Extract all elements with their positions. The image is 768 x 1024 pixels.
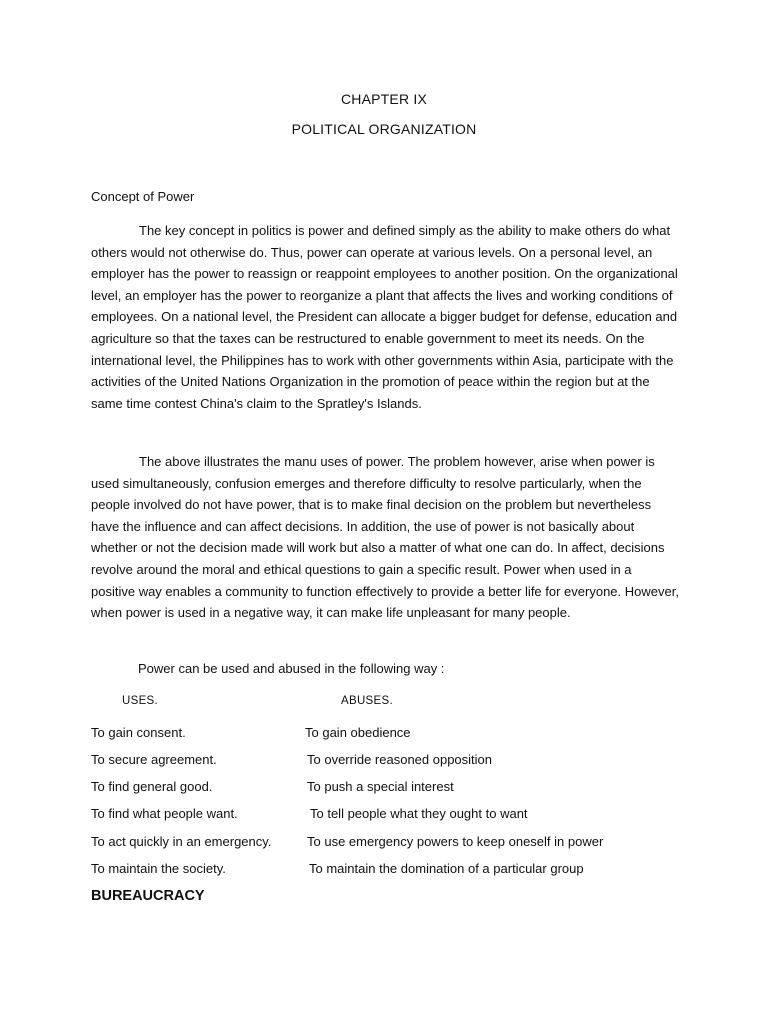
abuse-item: To push a special interest (307, 779, 454, 794)
abuses-column-header: ABUSES. (341, 695, 393, 707)
bureaucracy-heading: BUREAUCRACY (91, 888, 205, 904)
section-heading: Concept of Power (91, 189, 195, 204)
use-item: To find what people want. (91, 806, 238, 821)
abuse-item: To gain obedience (305, 725, 411, 740)
use-item: To gain consent. (91, 725, 186, 740)
abuse-item: To use emergency powers to keep oneself in power (307, 834, 604, 849)
chapter-title: POLITICAL ORGANIZATION (291, 121, 477, 137)
paragraph-text: The key concept in politics is power and defined simply as the ability to make others do what others would not otherwise do. Thus, power can operate at various levels. On a personal level, an employer has the power to reassign or reappoint employees to another position. On the organizational level, an employer has the power to reorganize a plant that affects the lives and working conditions of employees. On a national level, the President can allocate a bigger budget for defense, education and agriculture so that the taxes can be restructured to enable government to meet its needs. On the international level, the Philippines has to work with other governments within Asia, participate with the activities of the United Nations Organization in the promotion of peace within the region but at the same time contest China's claim to the Spratley's Islands. (91, 223, 678, 411)
uses-abuses-intro: Power can be used and abused in the following way : (138, 661, 445, 676)
uses-abuses-row (0, 861, 768, 881)
uses-abuses-row (0, 725, 768, 745)
abuse-item: To maintain the domination of a particular group (309, 861, 584, 876)
chapter-number: CHAPTER IX (340, 91, 427, 107)
uses-abuses-row (0, 779, 768, 799)
abuse-item: To override reasoned opposition (307, 752, 493, 767)
uses-column-header: USES. (122, 695, 159, 707)
uses-abuses-row (0, 806, 768, 826)
paragraph (91, 451, 679, 624)
abuse-item: To tell people what they ought to want (310, 806, 528, 821)
use-item: To act quickly in an emergency. (91, 834, 272, 849)
uses-abuses-row (0, 834, 768, 854)
use-item: To find general good. (91, 779, 213, 794)
use-item: To secure agreement. (91, 752, 217, 767)
paragraph (91, 220, 679, 414)
use-item: To maintain the society. (91, 861, 226, 876)
uses-abuses-row (0, 752, 768, 772)
paragraph-text: The above illustrates the manu uses of power. The problem however, arise when power is used simultaneously, confusion emerges and therefore difficulty to resolve particularly, when the people involved do not have power, that is to make final decision on the problem but nevertheless have the influence and can affect decisions. In addition, the use of power is not basically about whether or not the decision made will work but also a matter of what one can do. In affect, decisions revolve around the moral and ethical questions to gain a specific result. Power when used in a positive way enables a community to function effectively to provide a better life for everyone. However, when power is used in a negative way, it can make life unpleasant for many people. (91, 454, 679, 621)
